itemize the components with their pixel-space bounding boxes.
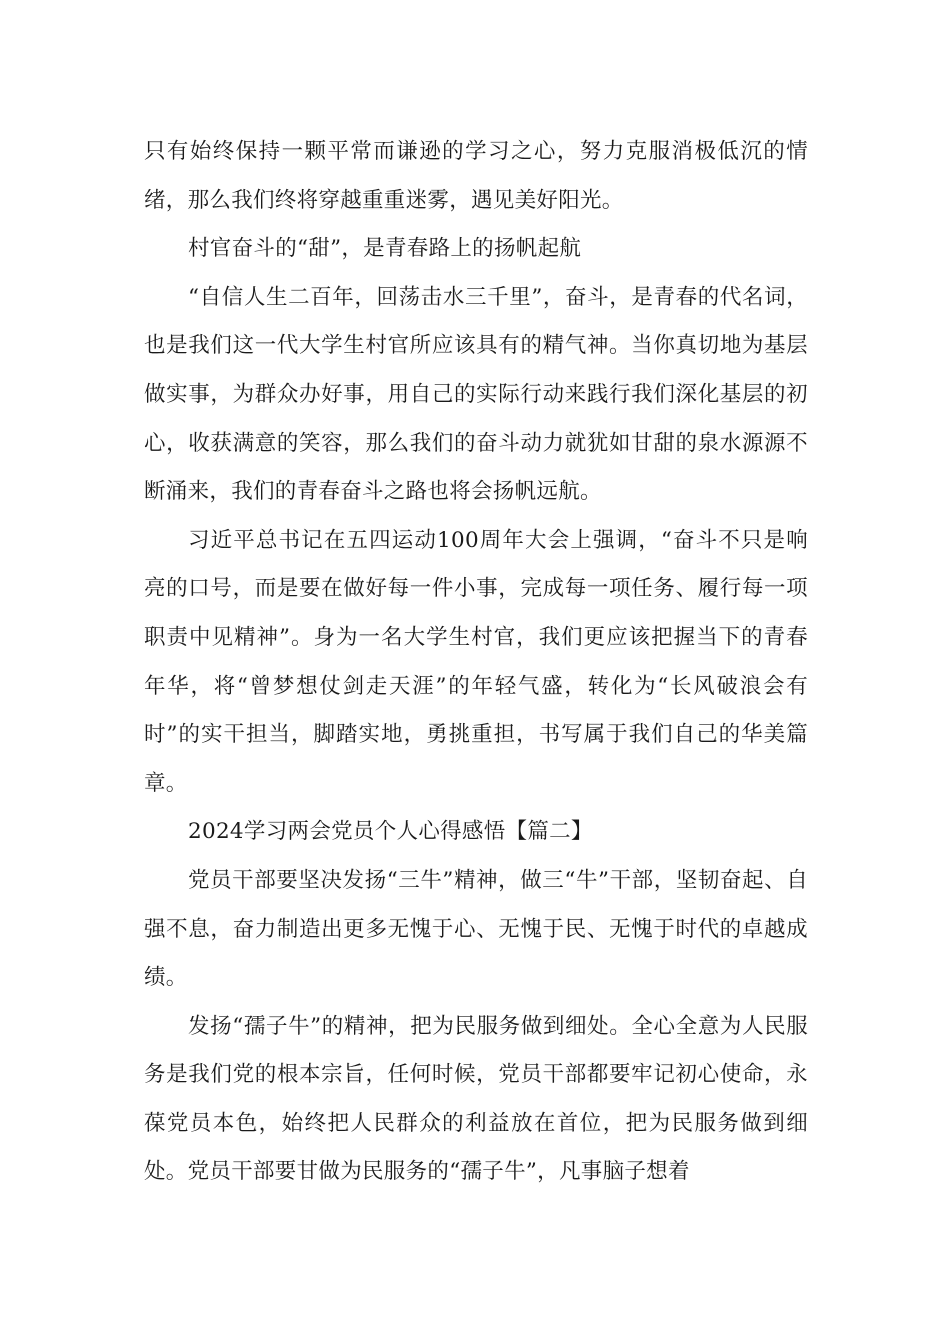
paragraph: 习近平总书记在五四运动100周年大会上强调，“奋斗不只是响亮的口号，而是要在做好每一件小事，完成每一项任务、履行每一项职责中见精神”。身为一名大学生村官，我们更应该把握当下的青春年华，将“曾梦想仗剑走天涯”的年轻气盛，转化为“长风破浪会有时”的实干担当，脚踏实地，勇挑重担，书写属于我们自己的华美篇章。	[144, 527, 808, 796]
section-heading: 村官奋斗的“甜”，是青春路上的扬帆起航	[188, 236, 582, 262]
paragraph-continuation: 只有始终保持一颗平常而谦逊的学习之心，努力克服消极低沉的情绪，那么我们终将穿越重重迷雾，遇见美好阳光。	[144, 139, 808, 213]
document-body	[144, 128, 808, 1197]
section-heading: 2024学习两会党员个人心得感悟【篇二】	[188, 819, 593, 845]
paragraph: “自信人生二百年，回荡击水三千里”，奋斗，是青春的代名词，也是我们这一代大学生村官所应该具有的精气神。当你真切地为基层做实事，为群众办好事，用自己的实际行动来践行我们深化基层的初心，收获满意的笑容，那么我们的奋斗动力就犹如甘甜的泉水源源不断涌来，我们的青春奋斗之路也将会扬帆远航。	[144, 284, 808, 505]
paragraph: 发扬“孺子牛”的精神，把为民服务做到细处。全心全意为人民服务是我们党的根本宗旨，任何时候，党员干部都要牢记初心使命，永葆党员本色，始终把人民群众的利益放在首位，把为民服务做到细处。党员干部要甘做为民服务的“孺子牛”，凡事脑子想着	[144, 1013, 808, 1185]
paragraph: 党员干部要坚决发扬“三牛”精神，做三“牛”干部，坚韧奋起、自强不息，奋力制造出更多无愧于心、无愧于民、无愧于时代的卓越成绩。	[144, 867, 808, 991]
